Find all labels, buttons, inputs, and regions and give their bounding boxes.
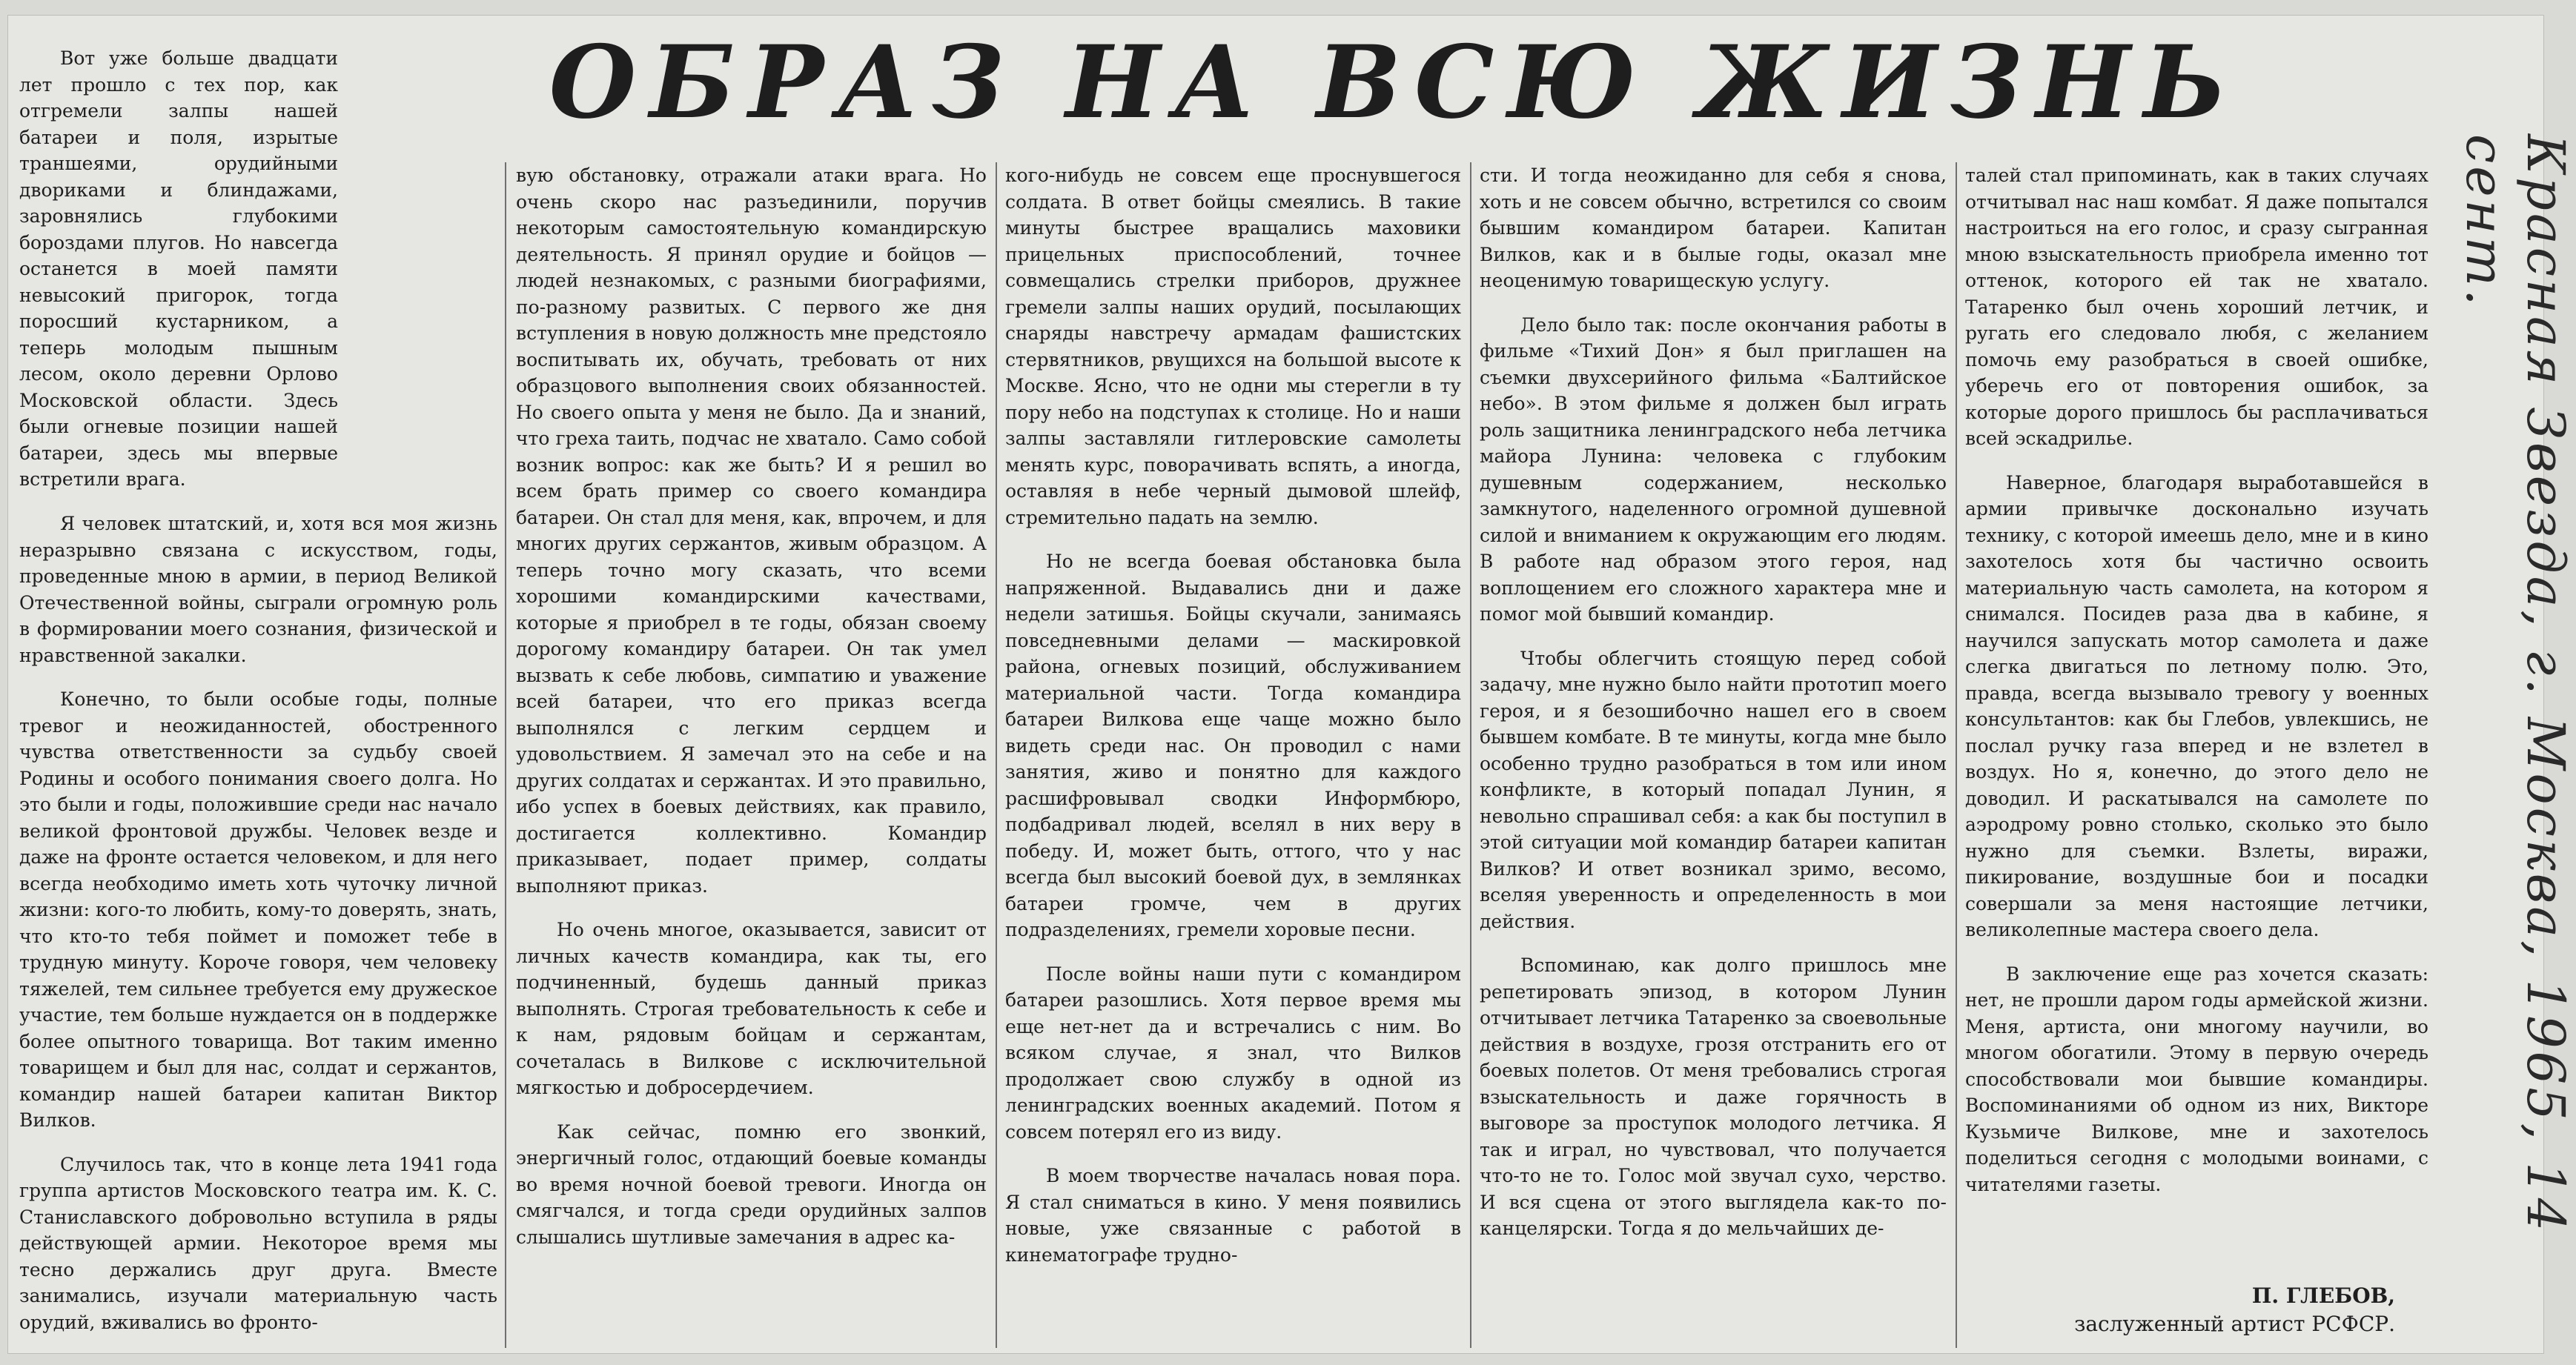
article-column-3: [1005, 162, 1461, 1268]
author-title: заслуженный артист РСФСР.: [2074, 1312, 2395, 1336]
paragraph: сти. И тогда неожиданно для себя я снова, хоть и не совсем обычно, встретился со своим бывшим командиром батареи. Капитан Вилков, как и в былые годы, оказал мне неоценимую товарищескую услугу.: [1480, 165, 1947, 291]
column-rule: [1956, 162, 1957, 1348]
paragraph: талей стал припоминать, как в таких случаях отчитывал нас наш комбат. Я даже попытался настроиться на его голос, и сразу сыгранная мною взыскательность приобрела именно тот оттенок, которого ей так не хватало. Татаренко был очень хороший летчик, и ругать его следовало любя, с желанием помочь ему разобраться в своей ошибке, уберечь его от повторения ошибок, за которые дорого пришлось бы расплачиваться всей эскадрилье.: [1965, 165, 2428, 449]
column-rule: [996, 162, 997, 1348]
article-column-2: [516, 162, 987, 1250]
article-column-5: [1965, 162, 2428, 1198]
article-column-1: [19, 45, 338, 493]
paragraph: Но не всегда боевая обстановка была напряженной. Выдавались дни и даже недели затишья. Бойцы скучали, занимаясь повседневными делами — маскировкой района, огневых позиций, обслуживанием материальной части. Тогда командира батареи Вилкова еще чаще можно было видеть среди нас. Он проводил с нами занятия, живо и понятно для каждого расшифровывал сводки Информбюро, подбадривал людей, вселял в них веру в победу. И, может быть, оттого, что у нас всегда был высокий боевой дух, в землянках батареи громче, чем в других подразделениях, гремели хоровые песни.: [1005, 551, 1461, 940]
newspaper-clipping: [7, 15, 2576, 1354]
author-name: П. ГЛЕБОВ,: [2251, 1283, 2395, 1308]
article-column-4: [1480, 162, 1947, 1242]
paragraph: Случилось так, что в конце лета 1941 года группа артистов Московского театра им. К. С. Станиславского добровольно вступила в ряды действующей армии. Некоторое время мы тесно держались друг друга. Вместе занимались, изучали материальную часть орудий, вживались во фронто-: [19, 1153, 497, 1333]
paragraph: кого-нибудь не совсем еще проснувшегося солдата. В ответ бойцы смеялись. В такие минуты быстрее вращались маховики прицельных приспособлений, точнее совмещались стрелки приборов, дружнее гремели залпы наших орудий, посылающих снаряды навстречу армадам фашистских стервятников, рвущихся на большой высоте к Москве. Ясно, что не одни мы стерегли в ту пору небо на подступах к столице. Но и наши залпы заставляли гитлеровские самолеты менять курс, поворачивать вспять, а иногда, оставляя в небе черный дымовой шлейф, стремительно падать на землю.: [1005, 165, 1461, 528]
handwritten-note: [2454, 134, 2576, 1357]
paragraph: вую обстановку, отражали атаки врага. Но очень скоро нас разъединили, поручив некоторым самостоятельную командирскую деятельность. Я принял орудие и бойцов — людей незнакомых, с разными биографиями, по-разному развитых. С первого же дня вступления в новую должность мне предстояло воспитывать их, обучать, требовать от них образцового выполнения своих обязанностей. Но своего опыта у меня не было. Да и знаний, что греха таить, подчас не хватало. Само собой возник вопрос: как же быть? И я решил во всем брать пример со своего командира батареи. Он стал для меня, как, впрочем, и для многих других сержантов, живым образцом. А теперь точно могу сказать, что всеми хорошими командирскими качествами, которые я приобрел в те годы, обязан своему дорогому командиру батареи. Он так умел вызвать к себе любовь, симпатию и уважение всей батареи, что его приказ всегда выполнялся с легким сердцем и удовольствием. Я замечал это на себе и на других солдатах и сержантах. И это правильно, ибо успех в боевых действиях, как правило, достигается коллективно. Командир приказывает, подает пример, солдаты выполняют приказ.: [516, 165, 987, 897]
paragraph: Наверное, благодаря выработавшейся в армии привычке досконально изучать технику, с которой имеешь дело, мне и в кино захотелось хотя бы частично освоить материальную часть самолета, на котором я снимался. Посидев раза два в кабине, я научился запускать мотор самолета и даже слегка двигаться по летному полю. Это, правда, всегда вызывало тревогу у военных консультантов: как бы Глебов, увлекшись, не послал ручку газа вперед и не взлетел в воздух. Но я, конечно, до этого дело не доводил. И раскатывался на самолете по аэродрому ровно столько, сколько это было нужно для съемки. Взлеты, виражи, пикирование, воздушные бои и посадки совершали за меня настоящие летчики, великолепные мастера своего дела.: [1965, 471, 2428, 940]
column-rule: [505, 162, 506, 1348]
paragraph: Чтобы облегчить стоящую перед собой задачу, мне нужно было найти прототип моего героя, и я безошибочно нашел его в своем бывшем комбате. В те минуты, когда мне было особенно трудно разобраться в том или ином конфликте, в который попадал Лунин, я невольно спрашивал себя: а как бы поступил в этой ситуации мой командир батареи капитан Вилков? И ответ возникал зримо, весомо, вселяя уверенность и определенность в мои действия.: [1480, 647, 1947, 932]
headline-block: [349, 19, 2440, 156]
article-column-1-lower: [19, 511, 497, 1335]
paragraph: Конечно, то были особые годы, полные тревог и неожиданностей, обостренного чувства ответственности за судьбу своей Родины и особого понимания своего долга. Но это были и годы, положившие среди нас начало великой фронтовой дружбы. Человек везде и даже на фронте остается человеком, и для него всегда необходимо иметь хоть чуточку личной жизни: кого-то любить, кому-то доверять, знать, что кто-то тебя поймет и поможет тебе в трудную минуту. Короче говоря, чем человеку тяжелей, тем сильнее требуется ему дружеское участие, тем больше нуждается он в поддержке более опытного товарища. Вот таким именно товарищем и был для нас, солдат и сержантов, командир нашей батареи капитан Виктор Вилков.: [19, 688, 497, 1131]
author-signature: [2074, 1282, 2395, 1338]
paragraph: Как сейчас, помню его звонкий, энергичный голос, отдающий боевые команды во время ночной боевой тревоги. Иногда он смягчался, и тогда среди орудийных залпов слышались шутливые замечания в адрес ка-: [516, 1120, 987, 1248]
paragraph: Но очень многое, оказывается, зависит от личных качеств командира, как ты, его подчиненный, будешь данный приказ выполнять. Строгая требовательность к себе и к нам, рядовым бойцам и сержантам, сочеталась в Вилкове с исключительной мягкостью и добросердечием.: [516, 919, 987, 1098]
paragraph: Дело было так: после окончания работы в фильме «Тихий Дон» я был приглашен на съемки двухсерийного фильма «Балтийское небо». В этом фильме я должен был играть роль защитника ленинградского неба летчика майора Лунина: человека с глубоким душевным содержанием, несколько замкнутого, наделенного огромной душевной силой и вниманием к окружающим его людям. В работе над образом этого героя, над воплощением его сложного характера мне и помог мой бывший командир.: [1480, 313, 1947, 625]
paragraph: Я человек штатский, и, хотя вся моя жизнь неразрывно связана с искусством, годы, проведенные мною в армии, в период Великой Отечественной войны, сыграли огромную роль в формировании моего сознания, физической и нравственной закалки.: [19, 513, 497, 666]
paragraph: Вспоминаю, как долго пришлось мне репетировать эпизод, в котором Лунин отчитывает летчика Татаренко за своевольные действия в воздухе, грозя отстранить его от боевых полетов. От меня требовались строгая взыскательность и даже горячность в выговоре за проступок молодого летчика. Я так и играл, но чувствовал, что получается что-то не то. Голос мой звучал сухо, черство. И вся сцена от этого выглядела как-то по-канцелярски. Тогда я до мельчайших де-: [1480, 954, 1947, 1239]
paragraph: После войны наши пути с командиром батареи разошлись. Хотя первое время мы еще нет-нет да и встречались с ним. Во всяком случае, я знал, что Вилков продолжает свою службу в одной из ленинградских военных академий. Потом я совсем потерял его из виду.: [1005, 963, 1461, 1143]
headline: ОБРАЗ НА ВСЮ ЖИЗНЬ: [549, 23, 2240, 141]
paragraph: В моем творчестве началась новая пора. Я стал сниматься в кино. У меня появились новые, уже связанные с работой в кинематографе трудно-: [1005, 1165, 1461, 1266]
paragraph: В заключение еще раз хочется сказать: нет, не прошли даром годы армейской жизни. Меня, артиста, они многому научили, во многом обогатили. Этому в первую очередь способствовали мои бывшие командиры. Воспоминаниями об одном из них, Викторе Кузьмиче Вилкове, мне и захотелось поделиться сегодня с молодыми воинами, с читателями газеты.: [1965, 963, 2428, 1195]
handwritten-note-text: Красная Звезда, г. Москва, 1965, 14 сент.: [2454, 134, 2576, 1235]
column-rule: [1470, 162, 1471, 1348]
paragraph: Вот уже больше двадцати лет прошло с тех пор, как отгремели залпы нашей батареи и поля, изрытые траншеями, орудийными двориками и блиндажами, заровнялись глубокими бороздами плугов. Но навсегда останется в моей памяти невысокий пригорок, тогда поросший кустарником, а теперь молодым пышным лесом, около деревни Орлово Московской области. Здесь были огневые позиции нашей батареи, здесь мы впервые встретили врага.: [19, 47, 338, 490]
